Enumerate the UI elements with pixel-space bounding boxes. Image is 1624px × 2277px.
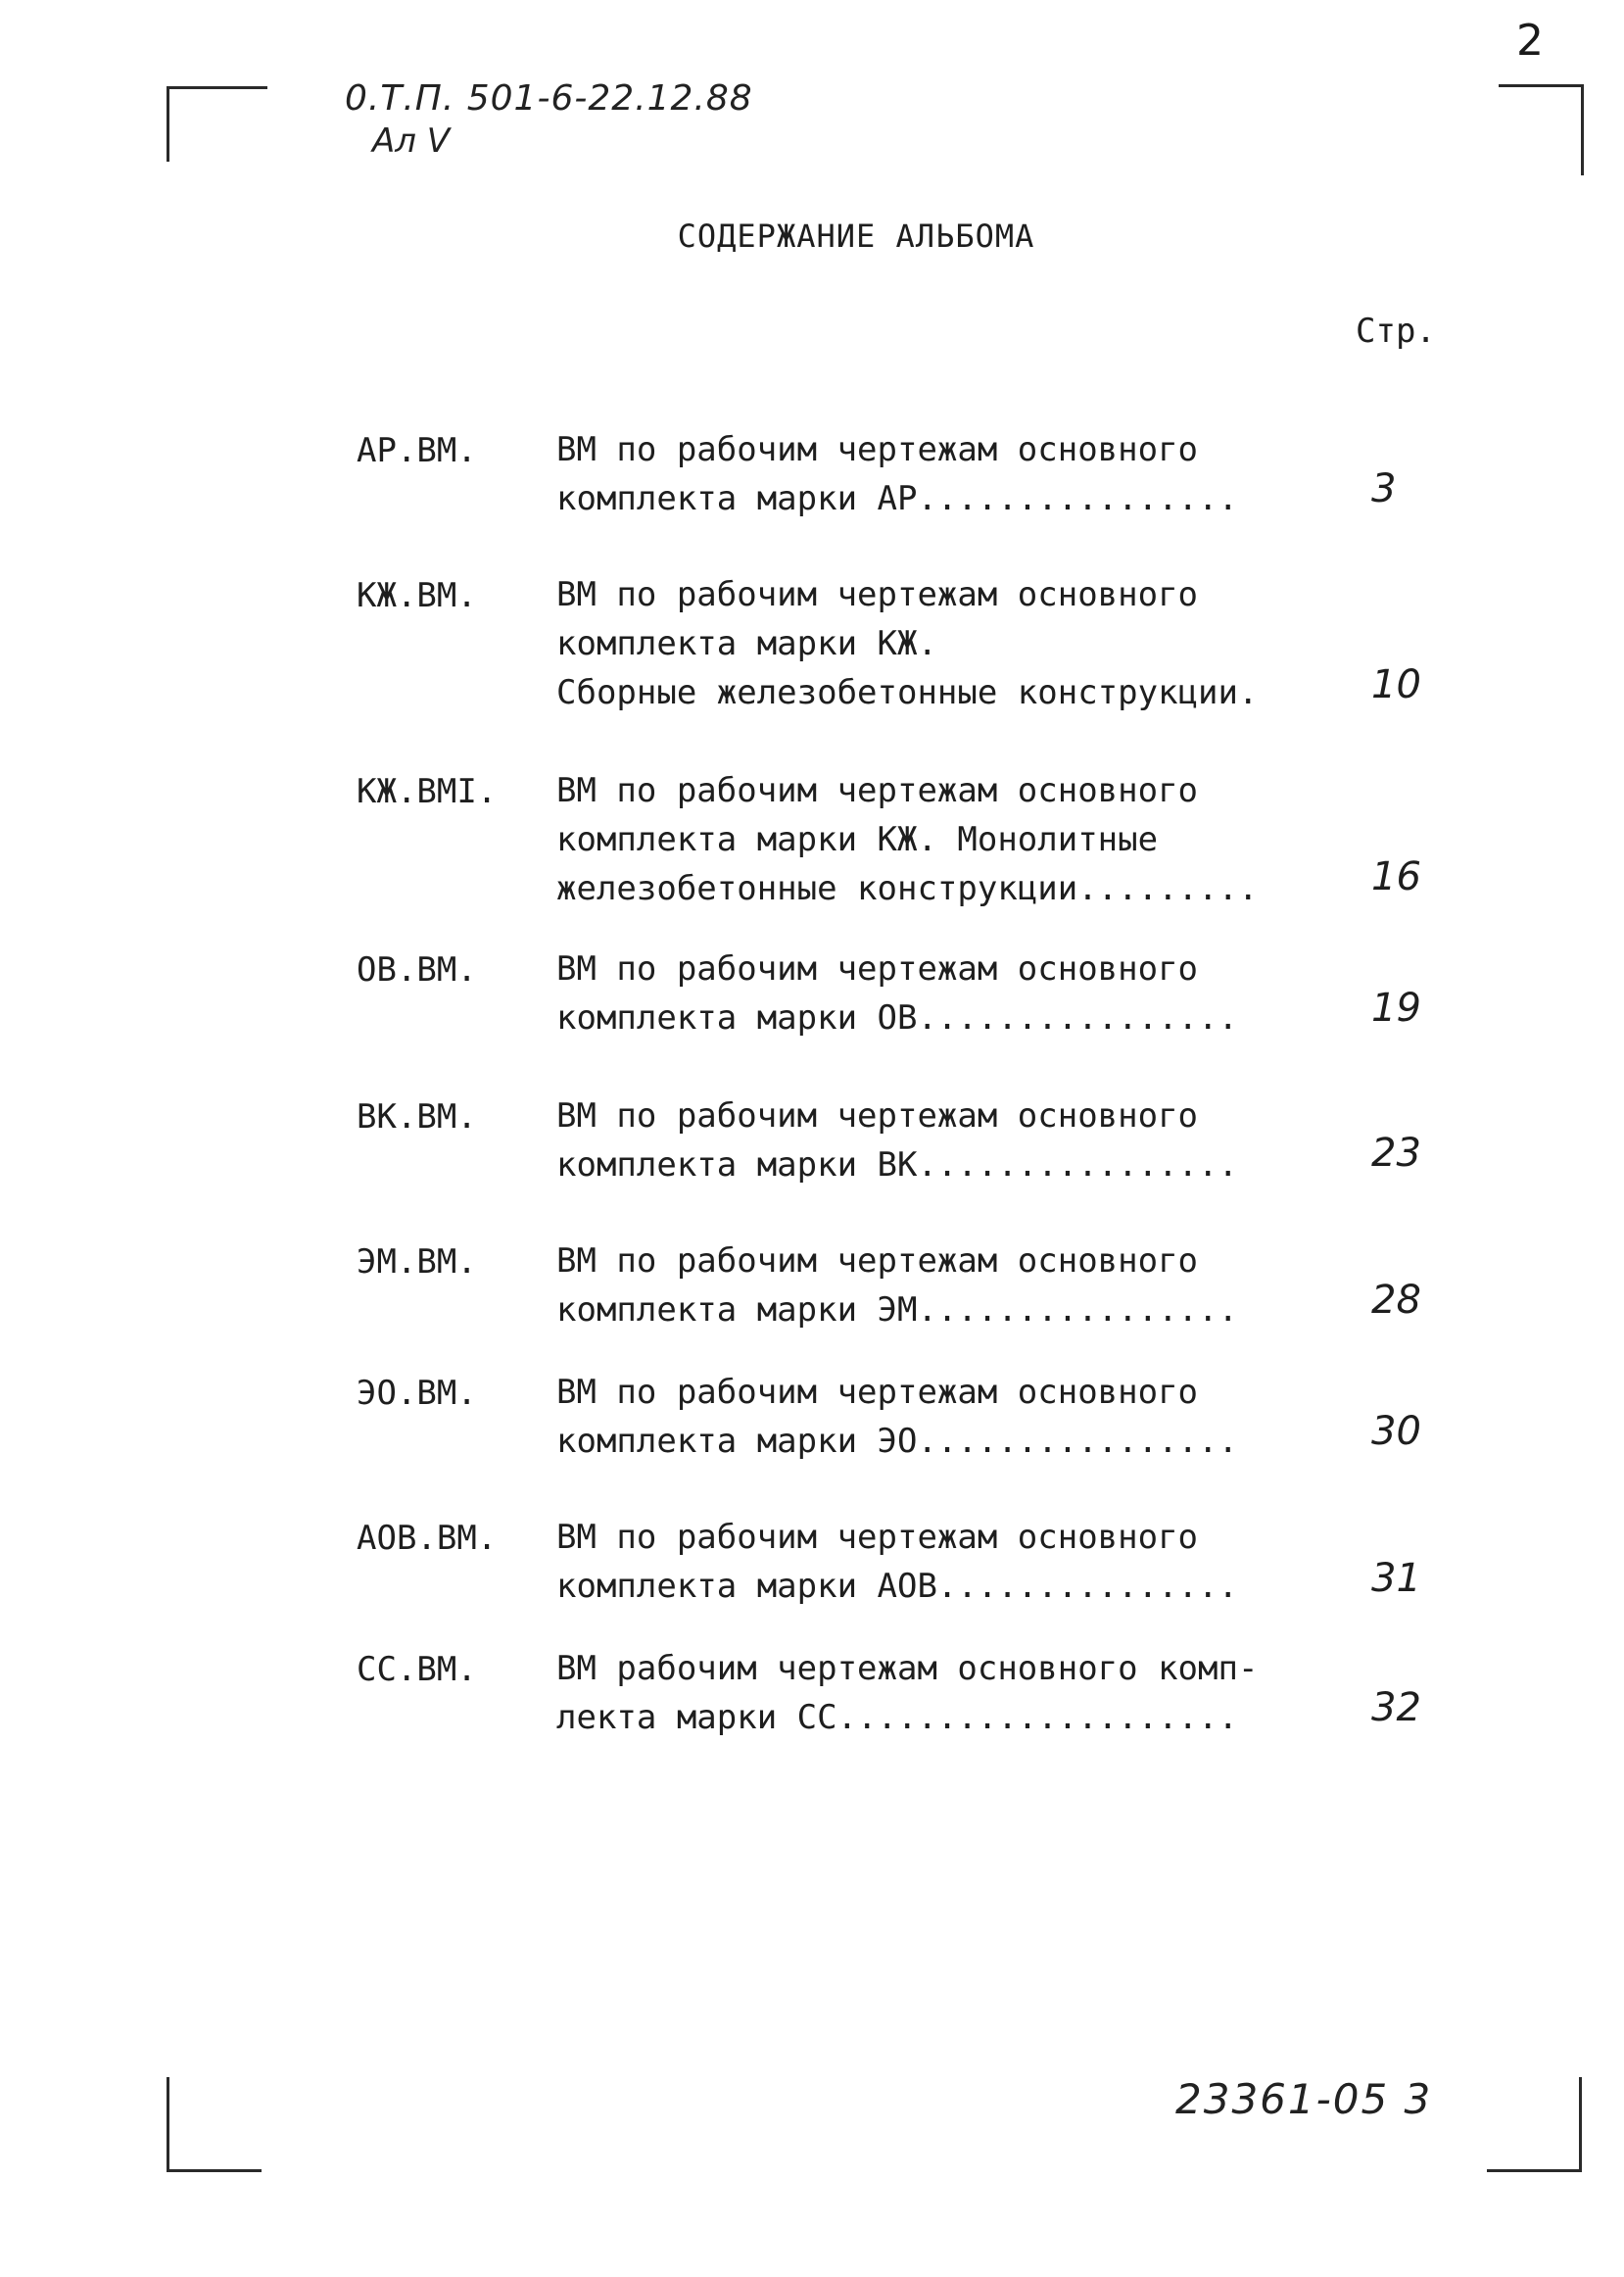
entry-line: ВМ по рабочим чертежам основного: [556, 430, 1199, 469]
entry-description: [556, 945, 1301, 1042]
entry-line: ВМ по рабочим чертежам основного: [556, 1241, 1199, 1281]
entry-line: ВМ по рабочим чертежам основного: [556, 771, 1199, 810]
entry-line: лекта марки СС....................: [556, 1698, 1238, 1737]
entry-code: ОВ.ВМ.: [357, 950, 477, 990]
entry-line: ВМ по рабочим чертежам основного: [556, 1518, 1199, 1557]
entry-code: АОВ.ВМ.: [357, 1519, 498, 1558]
entry-description: [556, 425, 1301, 523]
entry-line: ВМ по рабочим чертежам основного: [556, 1096, 1199, 1136]
entry-line: ВМ по рабочим чертежам основного: [556, 949, 1199, 989]
entry-line: ВМ по рабочим чертежам основного: [556, 1373, 1199, 1412]
entry-line: комплекта марки ЭО................: [556, 1422, 1238, 1461]
album-number: Ал V: [372, 121, 451, 161]
entry-line: комплекта марки АР................: [556, 479, 1238, 518]
entry-line: комплекта марки КЖ. Монолитные: [556, 820, 1159, 859]
entry-code: АР.ВМ.: [357, 431, 477, 470]
entry-page: 28: [1371, 1278, 1421, 1323]
entry-page: 32: [1371, 1685, 1421, 1730]
entry-line: железобетонные конструкции.........: [556, 869, 1259, 908]
entry-line: ВМ по рабочим чертежам основного: [556, 575, 1199, 614]
entry-page: 3: [1371, 466, 1397, 511]
entry-code: ВК.ВМ.: [357, 1097, 477, 1137]
entry-description: [556, 570, 1301, 717]
entry-code: КЖ.ВМ.: [357, 576, 477, 615]
entry-page: 30: [1371, 1409, 1421, 1454]
entry-line: комплекта марки ОВ................: [556, 998, 1238, 1038]
entry-line: комплекта марки ВК................: [556, 1145, 1238, 1185]
entry-page: 19: [1371, 986, 1421, 1031]
sheet-number: 2: [1516, 16, 1544, 66]
entry-page: 16: [1371, 854, 1421, 899]
entry-line: комплекта марки ЭМ................: [556, 1290, 1238, 1330]
entry-code: ЭМ.ВМ.: [357, 1242, 477, 1282]
project-designation: 0.Т.П. 501-6-22.12.88: [345, 78, 753, 119]
entry-description: [556, 1236, 1301, 1334]
entry-page: 10: [1371, 662, 1421, 707]
entry-code: КЖ.ВМI.: [357, 772, 498, 811]
entry-line: ВМ рабочим чертежам основного комп-: [556, 1649, 1259, 1688]
entry-page: 31: [1371, 1556, 1421, 1601]
page-title: СОДЕРЖАНИЕ АЛЬБОМА: [677, 218, 1035, 255]
entry-description: [556, 1091, 1301, 1189]
entry-code: ЭО.ВМ.: [357, 1374, 477, 1413]
entry-description: [556, 1513, 1301, 1611]
entry-line: комплекта марки КЖ.: [556, 624, 937, 663]
entry-page: 23: [1371, 1131, 1421, 1176]
page-column-label: Стр.: [1356, 312, 1436, 351]
entry-line: комплекта марки АОВ...............: [556, 1567, 1238, 1606]
entry-code: СС.ВМ.: [357, 1650, 477, 1689]
inventory-number: 23361-05 3: [1175, 2075, 1433, 2123]
entry-description: [556, 1644, 1301, 1742]
entry-description: [556, 766, 1301, 913]
entry-line: Сборные железобетонные конструкции.: [556, 673, 1259, 712]
entry-description: [556, 1368, 1301, 1466]
